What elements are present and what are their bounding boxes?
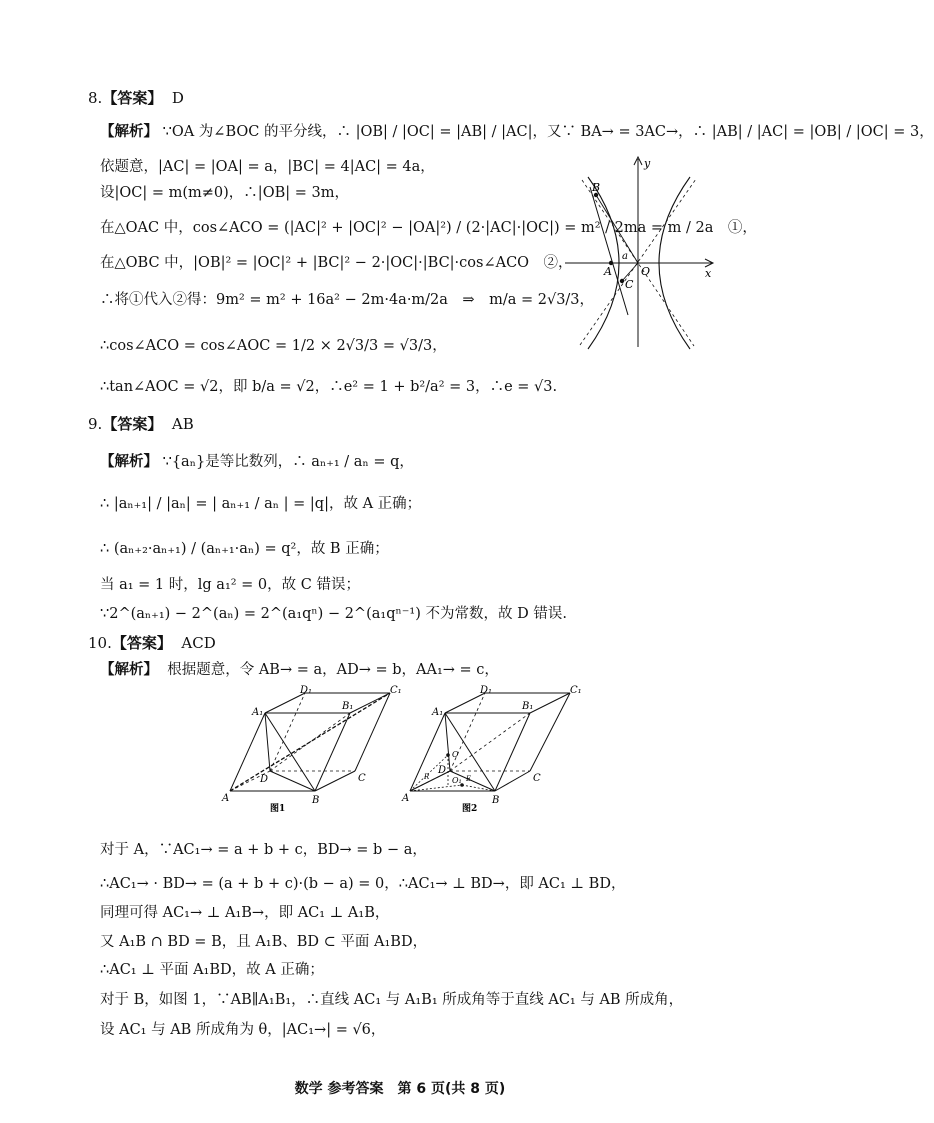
q8-header: 8.【答案】 D <box>88 89 184 107</box>
fig2-label-d: D <box>438 765 447 776</box>
q10-line-4: 又 A₁B ∩ BD = B，且 A₁B、BD ⊂ 平面 A₁BD， <box>100 934 428 950</box>
x-axis-label: x <box>705 267 712 280</box>
fig1-label-b: B <box>312 795 320 806</box>
q9-line-2: ∴ |aₙ₊₁| / |aₙ| = | aₙ₊₁ / aₙ | = |q|，故 A 正确； <box>100 496 422 512</box>
q8-line-5: 在△OBC 中，|OB|² = |OC|² + |BC|² − 2·|OC|·|BC|·cos∠ACO ②， <box>100 255 573 271</box>
label-o: O <box>641 265 651 278</box>
fig1-label-d1: D₁ <box>300 685 313 696</box>
page-footer: 数学 参考答案 第 6 页(共 8 页) <box>294 1081 506 1097</box>
q8-line-3: 设|OC| = m(m≠0)，∴|OB| = 3m， <box>100 185 349 201</box>
fig1-label-a: A <box>222 793 230 804</box>
q8-analysis-line-1: 【解析】 ∵OA 为∠BOC 的平分线，∴ |OB| / |OC| = |AB| / |AC|，又∵ BA→ = 3AC→，∴ |AB| / |AC| = |OB| / |OC| = 3， <box>100 124 934 140</box>
label-a-lower: a <box>622 251 628 262</box>
fig2-label-c: C <box>533 773 541 784</box>
q10-line-5: ∴AC₁ ⊥ 平面 A₁BD，故 A 正确； <box>100 962 324 978</box>
y-axis-label: y <box>644 157 651 170</box>
q10-header: 10.【答案】 ACD <box>88 634 216 652</box>
fig2-caption: 图2 <box>462 804 478 814</box>
fig1-label-a1: A₁ <box>252 707 264 718</box>
fig2-label-r: R <box>424 773 430 781</box>
q10-line-3: 同理可得 AC₁→ ⊥ A₁B→，即 AC₁ ⊥ A₁B， <box>100 905 390 921</box>
q10-line-2: ∴AC₁→ · BD→ = (a + b + c)·(b − a) = 0，∴AC₁→ ⊥ BD→，即 AC₁ ⊥ BD， <box>100 876 626 892</box>
fig2-label-o1: O₁ <box>452 776 462 785</box>
prism-figure-2 <box>400 685 590 815</box>
q10-line-1: 对于 A，∵AC₁→ = a + b + c，BD→ = b − a， <box>100 842 427 858</box>
q10-line-7: 设 AC₁ 与 AB 所成角为 θ，|AC₁→| = √6， <box>100 1022 386 1038</box>
q9-line-3: ∴ (aₙ₊₂·aₙ₊₁) / (aₙ₊₁·aₙ) = q²，故 B 正确； <box>100 541 389 557</box>
point-c <box>620 279 624 283</box>
fig2-label-a: A <box>402 793 410 804</box>
fig2-label-c1: C₁ <box>570 685 582 696</box>
fig1-label-d: D <box>260 774 269 785</box>
label-a: A <box>604 265 612 278</box>
fig2-label-a1: A₁ <box>432 707 444 718</box>
label-c: C <box>625 278 634 291</box>
q8-line-4: 在△OAC 中，cos∠ACO = (|AC|² + |OC|² − |OA|²) / (2·|AC|·|OC|) = m² / 2ma = m / 2a ①， <box>100 220 757 236</box>
label-b: B <box>592 181 601 194</box>
fig2-label-b1: B₁ <box>522 701 534 712</box>
q8-line-2: 依题意，|AC| = |OA| = a，|BC| = 4|AC| = 4a， <box>100 159 435 175</box>
q9-analysis-line-1: 【解析】 ∵{aₙ}是等比数列，∴ aₙ₊₁ / aₙ = q， <box>100 454 414 470</box>
prism-figure-1 <box>220 685 405 815</box>
fig1-label-b1: B₁ <box>342 701 354 712</box>
q8-line-7: ∴cos∠ACO = cos∠AOC = 1/2 × 2√3/3 = √3/3， <box>100 338 447 354</box>
q10-line-6: 对于 B，如图 1，∵AB∥A₁B₁，∴直线 AC₁ 与 A₁B₁ 所成角等于直线 AC₁ 与 AB 所成角， <box>100 992 684 1008</box>
q8-line-6: ∴将①代入②得：9m² = m² + 16a² − 2m·4a·m/2a ⇒ m/a = 2√3/3， <box>100 292 595 308</box>
fig1-label-c1: C₁ <box>390 685 402 696</box>
fig2-label-b: B <box>492 795 500 806</box>
hyperbola-figure <box>560 155 720 350</box>
q9-header: 9.【答案】 AB <box>88 415 194 433</box>
fig2-label-e: E <box>466 775 472 783</box>
q10-analysis-intro: 【解析】 根据题意，令 AB→ = a，AD→ = b，AA₁→ = c， <box>100 662 499 678</box>
fig2-label-d1: D₁ <box>480 685 493 696</box>
q8-line-8: ∴tan∠AOC = √2，即 b/a = √2，∴e² = 1 + b²/a² = 3，∴e = √3. <box>100 379 558 395</box>
fig2-label-o: O <box>452 750 459 759</box>
q9-line-5: ∵2^(aₙ₊₁) − 2^(aₙ) = 2^(a₁qⁿ) − 2^(a₁qⁿ⁻¹) 不为常数，故 D 错误. <box>100 606 567 622</box>
q9-line-4: 当 a₁ = 1 时，lg a₁² = 0，故 C 错误； <box>100 577 360 593</box>
fig1-caption: 图1 <box>270 804 286 814</box>
fig1-label-c: C <box>358 773 366 784</box>
